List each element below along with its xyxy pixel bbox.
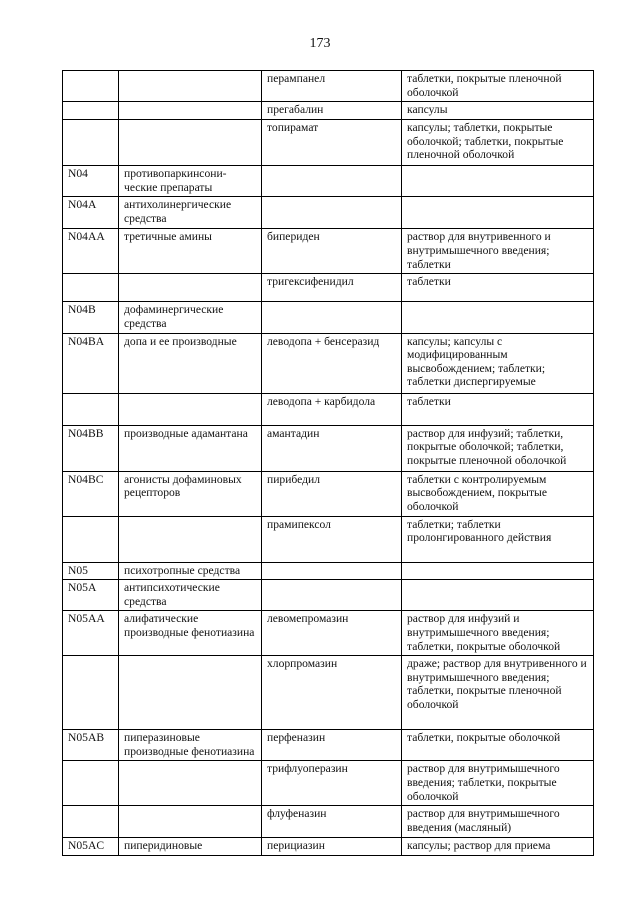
atc-code-cell <box>63 71 119 102</box>
atc-code-cell: N04B <box>63 302 119 333</box>
dosage-form-cell: раствор для внутримышечного введения (масляный) <box>402 806 594 838</box>
drug-name-cell: леводопа + бенсеразид <box>262 333 402 393</box>
drug-name-cell <box>262 166 402 197</box>
dosage-form-cell <box>402 562 594 580</box>
group-name-cell <box>119 120 262 166</box>
group-name-cell <box>119 393 262 425</box>
group-name-cell: третичные амины <box>119 229 262 274</box>
group-name-cell <box>119 516 262 562</box>
drug-name-cell: тригексифенидил <box>262 274 402 302</box>
dosage-form-cell: капсулы <box>402 102 594 120</box>
drug-name-cell: флуфеназин <box>262 806 402 838</box>
atc-code-cell <box>63 806 119 838</box>
group-name-cell: допа и ее производные <box>119 333 262 393</box>
dosage-form-cell: раствор для внутримышечного введения; таблетки, покрытые оболочкой <box>402 761 594 806</box>
dosage-form-cell: драже; раствор для внутривенного и внутримышечного введения; таблетки, покрытые пленочной оболочкой <box>402 656 594 730</box>
table-row <box>63 656 594 730</box>
dosage-form-cell: таблетки <box>402 393 594 425</box>
drug-name-cell: амантадин <box>262 425 402 471</box>
drug-name-cell: трифлуоперазин <box>262 761 402 806</box>
dosage-form-cell: раствор для инфузий и внутримышечного введения; таблетки, покрытые оболочкой <box>402 611 594 656</box>
table-row <box>63 166 594 197</box>
group-name-cell: антипсихотические средства <box>119 580 262 611</box>
table-row <box>63 102 594 120</box>
table-row <box>63 274 594 302</box>
drug-name-cell: прамипексол <box>262 516 402 562</box>
table-row <box>63 838 594 856</box>
drug-name-cell: топирамат <box>262 120 402 166</box>
atc-code-cell: N04 <box>63 166 119 197</box>
page-number: 173 <box>309 36 331 51</box>
table-row <box>63 611 594 656</box>
group-name-cell: агонисты дофаминовых рецепторов <box>119 471 262 516</box>
drug-name-cell: перампанел <box>262 71 402 102</box>
atc-code-cell <box>63 656 119 730</box>
table-row <box>63 516 594 562</box>
group-name-cell: производные адамантана <box>119 425 262 471</box>
drug-name-cell: левомепромазин <box>262 611 402 656</box>
group-name-cell: пиперидиновые <box>119 838 262 856</box>
drug-name-cell: бипериден <box>262 229 402 274</box>
atc-code-cell: N05 <box>63 562 119 580</box>
group-name-cell <box>119 102 262 120</box>
group-name-cell: дофаминергические средства <box>119 302 262 333</box>
drug-table-body <box>63 71 594 856</box>
table-row <box>63 471 594 516</box>
dosage-form-cell: таблетки с контролируемым высвобождением, покрытые оболочкой <box>402 471 594 516</box>
group-name-cell <box>119 71 262 102</box>
atc-code-cell: N04BA <box>63 333 119 393</box>
drug-name-cell: леводопа + карбидола <box>262 393 402 425</box>
drug-table <box>62 70 594 856</box>
table-row <box>63 333 594 393</box>
atc-code-cell: N05AC <box>63 838 119 856</box>
drug-name-cell: хлорпромазин <box>262 656 402 730</box>
table-row <box>63 197 594 229</box>
atc-code-cell: N05AB <box>63 730 119 761</box>
atc-code-cell <box>63 102 119 120</box>
dosage-form-cell: раствор для инфузий; таблетки, покрытые оболочкой; таблетки, покрытые пленочной оболочкой <box>402 425 594 471</box>
table-row <box>63 229 594 274</box>
drug-name-cell: перициазин <box>262 838 402 856</box>
dosage-form-cell: капсулы; таблетки, покрытые оболочкой; таблетки, покрытые пленочной оболочкой <box>402 120 594 166</box>
atc-code-cell <box>63 516 119 562</box>
dosage-form-cell: таблетки, покрытые пленочной оболочкой <box>402 71 594 102</box>
group-name-cell <box>119 274 262 302</box>
group-name-cell: психотропные средства <box>119 562 262 580</box>
group-name-cell: алифатические производные фенотиазина <box>119 611 262 656</box>
group-name-cell: пиперазиновые производные фенотиазина <box>119 730 262 761</box>
atc-code-cell: N05AA <box>63 611 119 656</box>
group-name-cell <box>119 806 262 838</box>
table-row <box>63 120 594 166</box>
group-name-cell: антихолинергические средства <box>119 197 262 229</box>
group-name-cell <box>119 761 262 806</box>
drug-name-cell <box>262 197 402 229</box>
dosage-form-cell <box>402 166 594 197</box>
atc-code-cell <box>63 761 119 806</box>
table-row <box>63 580 594 611</box>
atc-code-cell <box>63 393 119 425</box>
atc-code-cell <box>63 274 119 302</box>
table-row <box>63 302 594 333</box>
atc-code-cell: N05A <box>63 580 119 611</box>
table-row <box>63 562 594 580</box>
table-row <box>63 71 594 102</box>
dosage-form-cell: капсулы; раствор для приема <box>402 838 594 856</box>
atc-code-cell: N04BC <box>63 471 119 516</box>
drug-name-cell: прегабалин <box>262 102 402 120</box>
dosage-form-cell <box>402 580 594 611</box>
drug-name-cell: перфеназин <box>262 730 402 761</box>
dosage-form-cell: таблетки; таблетки пролонгированного действия <box>402 516 594 562</box>
atc-code-cell: N04AA <box>63 229 119 274</box>
atc-code-cell <box>63 120 119 166</box>
table-row <box>63 393 594 425</box>
drug-name-cell <box>262 562 402 580</box>
drug-name-cell <box>262 580 402 611</box>
atc-code-cell: N04BB <box>63 425 119 471</box>
atc-code-cell: N04A <box>63 197 119 229</box>
dosage-form-cell <box>402 197 594 229</box>
drug-name-cell: пирибедил <box>262 471 402 516</box>
dosage-form-cell <box>402 302 594 333</box>
drug-name-cell <box>262 302 402 333</box>
table-row <box>63 761 594 806</box>
group-name-cell: противопаркинсони-ческие препараты <box>119 166 262 197</box>
dosage-form-cell: капсулы; капсулы с модифицированным высвобождением; таблетки; таблетки диспергируемые <box>402 333 594 393</box>
table-row <box>63 806 594 838</box>
group-name-cell <box>119 656 262 730</box>
table-row <box>63 425 594 471</box>
dosage-form-cell: раствор для внутривенного и внутримышечного введения; таблетки <box>402 229 594 274</box>
table-row <box>63 730 594 761</box>
dosage-form-cell: таблетки, покрытые оболочкой <box>402 730 594 761</box>
dosage-form-cell: таблетки <box>402 274 594 302</box>
